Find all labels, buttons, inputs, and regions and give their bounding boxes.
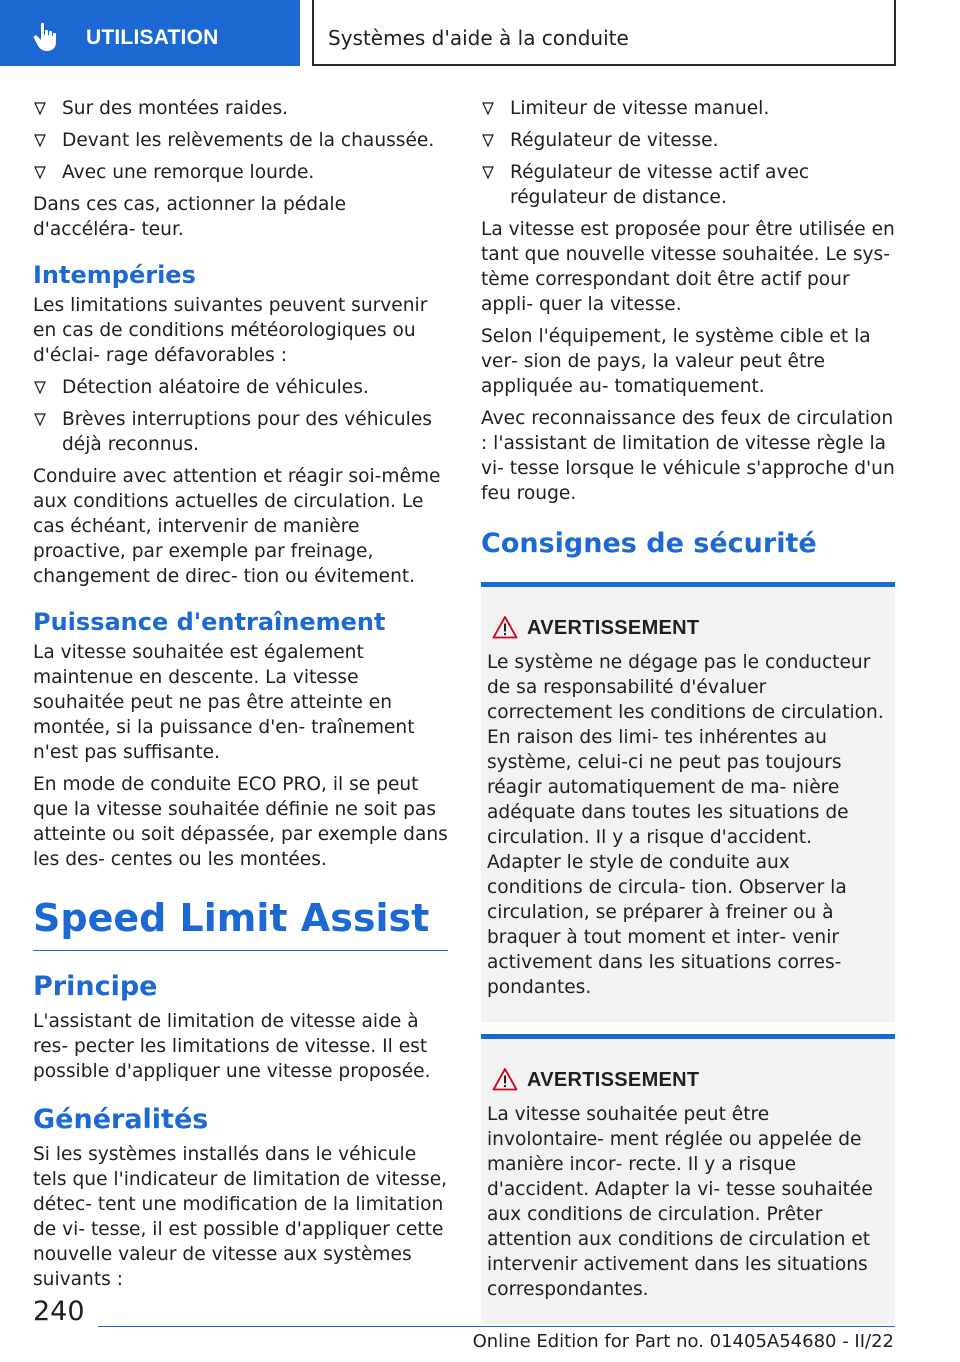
footer-divider <box>98 1326 895 1327</box>
list-item: Brèves interruptions pour des véhicules déjà reconnus. <box>33 407 448 457</box>
warning-label: AVERTISSEMENT <box>527 617 700 639</box>
triangle-bullet-icon <box>34 413 46 426</box>
paragraph: Avec reconnaissance des feux de circulation : l'assistant de limitation de vitesse règle la vi‐ tesse lorsque le véhicule s'approche d'un feu rouge. <box>481 408 895 504</box>
paragraph: La vitesse souhaitée est également maintenue en descente. La vitesse souhaitée peut ne pas être atteinte en montée, si la puissance d'en‐ traînement n'est pas suffisante. <box>33 642 415 763</box>
warning-triangle-icon <box>492 1067 518 1091</box>
paragraph: Dans ces cas, actionner la pédale d'accéléra‐ teur. <box>33 194 347 240</box>
list-item: Régulateur de vitesse actif avec régulateur de distance. <box>481 160 895 210</box>
left-column <box>33 96 448 1299</box>
warning-label: AVERTISSEMENT <box>527 1069 700 1091</box>
right-column <box>481 96 895 1324</box>
paragraph: En mode de conduite ECO PRO, il se peut que la vitesse souhaitée définie ne soit pas atteinte ou soit dépassée, par exemple dans les des‐ centes ou les montées. <box>33 774 448 870</box>
warning-header <box>487 1067 885 1093</box>
warning-text: La vitesse souhaitée peut être involontaire‐ ment réglée ou appelée de manière incor‐ recte. Il y a risque d'accident. Adapter la vi‐ tesse souhaitée aux conditions de circulation. Prêter attention aux conditions de circulation et intervenir activement dans les situations correspondantes. <box>487 1104 873 1300</box>
list-item: Détection aléatoire de véhicules. <box>33 375 448 400</box>
footer-edition: Online Edition for Part no. 01405A54680 - II/22 <box>472 1331 894 1352</box>
triangle-bullet-icon <box>482 102 494 115</box>
paragraph: L'assistant de limitation de vitesse aide à res‐ pecter les limitations de vitesse. Il est possible d'appliquer une vitesse proposée. <box>33 1011 431 1082</box>
page-number: 240 <box>33 1296 85 1327</box>
triangle-bullet-icon <box>482 134 494 147</box>
triangle-bullet-icon <box>34 166 46 179</box>
paragraph: Selon l'équipement, le système cible et la ver‐ sion de pays, la valeur peut être appliquée au‐ tomatiquement. <box>481 326 871 397</box>
subheading-consignes: Consignes de sécurité <box>481 528 817 559</box>
warning-triangle-icon <box>492 615 518 639</box>
list-item: Régulateur de vitesse. <box>481 128 895 153</box>
warning-box <box>481 582 895 1022</box>
subheading-principe: Principe <box>33 971 158 1002</box>
triangle-bullet-icon <box>34 102 46 115</box>
list-item: Avec une remorque lourde. <box>33 160 448 185</box>
triangle-bullet-icon <box>482 166 494 179</box>
chapter-title: Systèmes d'aide à la conduite <box>328 26 629 50</box>
warning-text: Le système ne dégage pas le conducteur de sa responsabilité d'évaluer correctement les conditions de circulation. En raison des limi‐ tes inhérentes au système, celui-ci ne peut pas toujours réagir automatiquement de ma‐ nière adéquate dans toutes les situations de circulation. Il y a risque d'accident. Adapter le style de conduite aux conditions de circula‐ tion. Observer la circulation, se préparer à freiner ou à braquer à tout moment et inter‐ venir activement dans les situations corres‐ pondantes. <box>487 652 884 998</box>
list-item: Sur des montées raides. <box>33 96 448 121</box>
chapter-header <box>312 0 896 66</box>
subheading-puissance: Puissance d'entraînement <box>33 608 386 636</box>
section-header <box>0 0 300 66</box>
paragraph: Les limitations suivantes peuvent survenir en cas de conditions météorologiques ou d'éclai‐ rage défavorables : <box>33 295 428 366</box>
paragraph: Conduire avec attention et réagir soi-même aux conditions actuelles de circulation. Le cas échéant, intervenir de manière proactive, par exemple par freinage, changement de direc‐ tion ou évitement. <box>33 466 441 587</box>
warning-box <box>481 1034 895 1324</box>
subheading-generalites: Généralités <box>33 1104 209 1135</box>
hand-pointer-icon <box>30 20 64 54</box>
list-item: Limiteur de vitesse manuel. <box>481 96 895 121</box>
paragraph: Si les systèmes installés dans le véhicule tels que l'indicateur de limitation de vitesse, détec‐ tent une modification de la limitation de vi‐ tesse, il est possible d'appliquer cette nouvelle valeur de vitesse aux systèmes suivants : <box>33 1144 448 1290</box>
heading-speed-limit-assist: Speed Limit Assist <box>33 896 448 951</box>
triangle-bullet-icon <box>34 134 46 147</box>
subheading-intemperies: Intempéries <box>33 261 196 289</box>
list-item: Devant les relèvements de la chaussée. <box>33 128 448 153</box>
triangle-bullet-icon <box>34 381 46 394</box>
section-title: UTILISATION <box>86 26 219 49</box>
paragraph: La vitesse est proposée pour être utilisée en tant que nouvelle vitesse souhaitée. Le sys‐ tème correspondant doit être actif pour appli‐ quer la vitesse. <box>481 219 895 315</box>
warning-header <box>487 615 885 641</box>
